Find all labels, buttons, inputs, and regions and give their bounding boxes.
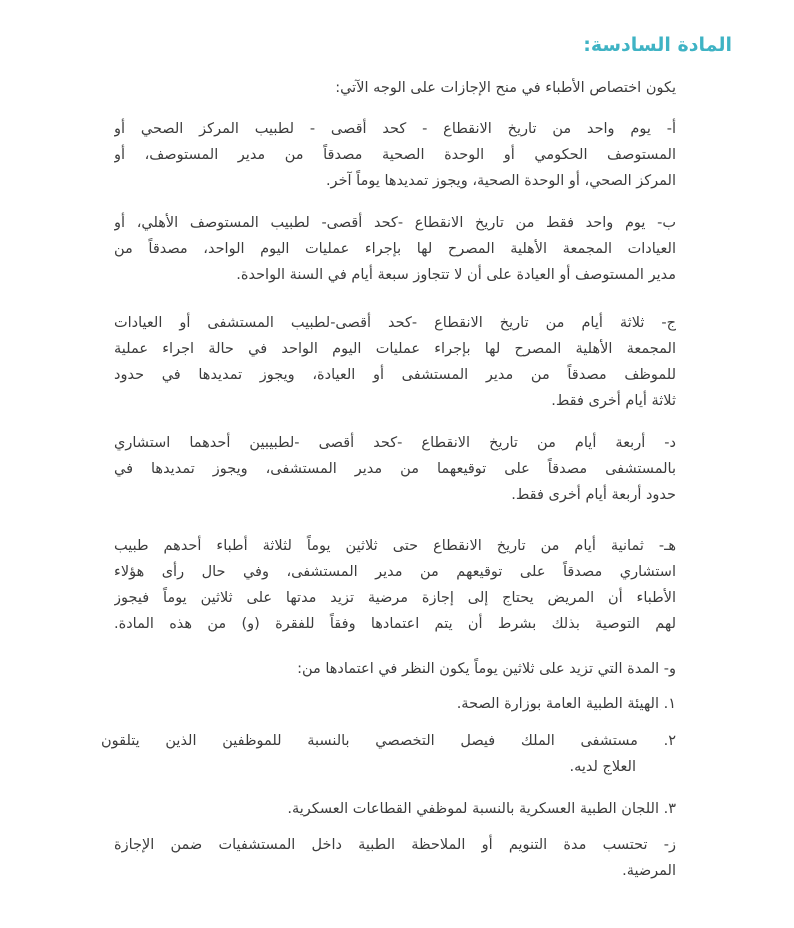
paragraph-line: أ- يوم واحد من تاريخ الانقطاع - كحد أقصى - لطبيب المركز الصحي أو [114, 121, 676, 137]
paragraph-e [114, 533, 676, 637]
paragraph-g [114, 832, 676, 884]
sub-item-1 [156, 691, 676, 717]
paragraph-line: ج- ثلاثة أيام من تاريخ الانقطاع -كحد أقصى-لطبيب المستشفى أو العيادات [114, 315, 676, 331]
paragraph-line: بالمستشفى مصدقاً على توقيعهما من مدير المستشفى، ويجوز تمديدها في [114, 461, 676, 477]
paragraph-line: ١. الهيئة الطبية العامة بوزارة الصحة. [456, 696, 676, 712]
paragraph-f [114, 656, 676, 682]
paragraph-line: ب- يوم واحد فقط من تاريخ الانقطاع -كحد أقصى- لطبيب المستوصف الأهلي، أو [114, 215, 676, 231]
paragraph-line: المركز الصحي، أو الوحدة الصحية، ويجوز تمديدها يوماً آخر. [325, 173, 676, 189]
paragraph-line: ٢. مستشفى الملك فيصل التخصصي بالنسبة للموظفين الذين يتلقون [101, 733, 676, 749]
paragraph-line: حدود أربعة أيام أخرى فقط. [511, 487, 676, 503]
paragraph-line: هـ- ثمانية أيام من تاريخ الانقطاع حتى ثلاثين يوماً لثلاثة أطباء أحدهم طبيب [114, 538, 676, 554]
paragraph-line: ٣. اللجان الطبية العسكرية بالنسبة لموظفي القطاعات العسكرية. [287, 801, 676, 817]
paragraph-line: للموظف مصدقاً من مدير المستشفى أو العيادة، ويجوز تمديدها في حدود [114, 367, 676, 383]
paragraph-line: د- أربعة أيام من تاريخ الانقطاع -كحد أقصى -لطبيبين أحدهما استشاري [114, 435, 676, 451]
article-intro: يكون اختصاص الأطباء في منح الإجازات على الوجه الآتي: [335, 80, 676, 96]
paragraph-line: المرضية. [622, 863, 676, 879]
paragraph-line: العيادات المجمعة الأهلية المصرح لها بإجراء عمليات اليوم الواحد، مصدقاً من [114, 241, 676, 257]
article-heading: المادة السادسة: [583, 34, 732, 56]
paragraph-b [114, 210, 676, 288]
paragraph-line: المجمعة الأهلية المصرح لها بإجراء عمليات اليوم الواحد في حالة اجراء عملية [114, 341, 676, 357]
paragraph-c [114, 310, 676, 414]
paragraph-line: و- المدة التي تزيد على ثلاثين يوماً يكون النظر في اعتمادها من: [297, 661, 676, 677]
paragraph-line: العلاج لديه. [569, 759, 636, 775]
paragraph-d [114, 430, 676, 508]
paragraph-line: المستوصف الحكومي أو الوحدة الصحية مصدقاً من مدير المستوصف، أو [114, 147, 676, 163]
paragraph-a [114, 116, 676, 194]
paragraph-line: الأطباء أن المريض يحتاج إلى إجازة مرضية تزيد مدتها على ثلاثين يوماً فيجوز [114, 590, 676, 606]
paragraph-line: استشاري مصدقاً على توقيعهم من مدير المستشفى، وفي حال رأى هؤلاء [114, 564, 676, 580]
paragraph-line: ثلاثة أيام أخرى فقط. [551, 393, 676, 409]
paragraph-line: مدير المستوصف أو العيادة على أن لا تتجاوز سبعة أيام في السنة الواحدة. [236, 267, 676, 283]
paragraph-line: ز- تحتسب مدة التنويم أو الملاحظة الطبية داخل المستشفيات ضمن الإجازة [114, 837, 676, 853]
sub-item-2 [101, 728, 676, 780]
sub-item-3 [156, 796, 676, 822]
paragraph-line: لهم التوصية بذلك بشرط أن يتم اعتمادها وفقاً للفقرة (و) من هذه المادة. [114, 616, 676, 632]
